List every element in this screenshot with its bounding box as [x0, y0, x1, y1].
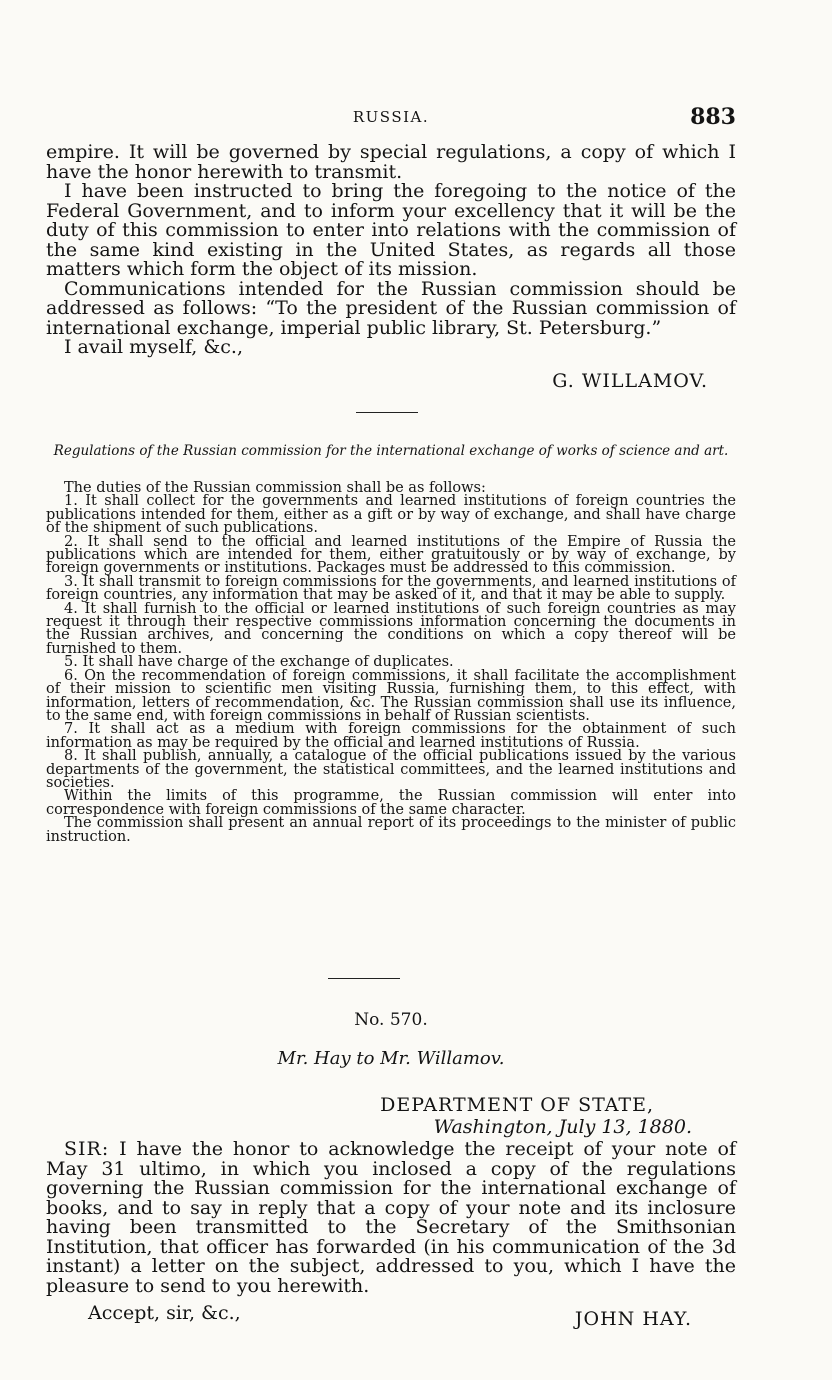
paragraph: empire. It will be governed by special regulations, a copy of which I have the honor herewith to transmit.	[46, 141, 736, 183]
regulations-closing: Within the limits of this programme, the Russian commission will enter into correspondence with foreign commissions of the same character.	[46, 788, 736, 818]
dateline: Washington, July 13, 1880.	[433, 1116, 692, 1138]
paragraph: I avail myself, &c.,	[64, 336, 244, 358]
regulation-item: 5. It shall have charge of the exchange of duplicates.	[64, 654, 454, 671]
paragraph: I have been instructed to bring the foregoing to the notice of the Federal Government, and to inform your excellency that it will be the duty of this commission to enter into relations with the commission of the same kind existing in the United States, as regards all those matters which form the object of its mission.	[46, 180, 736, 280]
regulation-item: 7. It shall act as a medium with foreign commissions for the obtainment of such information as may be required by the official and learned institutions of Russia.	[46, 721, 736, 751]
signature: JOHN HAY.	[574, 1308, 692, 1330]
document-heading: Mr. Hay to Mr. Willamov.	[277, 1048, 505, 1069]
running-head-title: RUSSIA.	[352, 108, 430, 126]
regulation-item: 3. It shall transmit to foreign commissions for the governments, and learned institutions of foreign countries, any information that may be asked of it, and that it may be able to supply.	[46, 573, 736, 604]
page-number: 883	[690, 104, 736, 130]
regulation-item: 8. It shall publish, annually, a catalogue of the official publications issued by the various departments of the government, the statistical committees, and the learned institutions and societies.	[46, 748, 736, 791]
regulation-item: 4. It shall furnish to the official or learned institutions of such foreign countries as may request it through their respective commissions information concerning the documents in the Russian archives, and concerning the conditions on which a copy thereof will be furnished to them.	[46, 600, 736, 657]
department-line: DEPARTMENT OF STATE,	[380, 1094, 654, 1116]
letter-paragraph	[46, 1140, 736, 1296]
letter-continuation	[46, 143, 736, 391]
signature: G. WILLAMOV.	[552, 369, 708, 392]
section-divider	[356, 412, 418, 413]
regulation-item: 1. It shall collect for the governments and learned institutions of foreign countries the publications intended for them, either as a gift or by way of exchange, and shall have charge of the shipment of such publications.	[46, 493, 736, 537]
regulations-body	[46, 482, 736, 844]
letter-text: I have the honor to acknowledge the receipt of your note of May 31 ultimo, in which you inclosed a copy of the regulations governing the Russian commission for the international exchange of books, and to say in reply that a copy of your note and its inclosure having been transmitted to the Secretary of the Smithsonian Institution, that officer has forwarded (in his communication of the 3d instant) a letter on the subject, addressed to you, which I have the pleasure to send to you herewith.	[46, 1138, 736, 1297]
regulations-title: Regulations of the Russian commission for the international exchange of works of science and art.	[53, 443, 729, 459]
section-divider	[328, 978, 400, 979]
book-page	[46, 0, 736, 1380]
paragraph: Communications intended for the Russian commission should be addressed as follows: “To the president of the Russian commission of international exchange, imperial public library, St. Petersburg.”	[46, 277, 736, 339]
salutation: SIR:	[64, 1138, 110, 1160]
regulation-item: 6. On the recommendation of foreign commissions, it shall facilitate the accomplishment of their mission to scientific men visiting Russia, furnishing them, to this effect, with information, letters of recommendation, &c. The Russian commission shall use its influence, to the same end, with foreign commissions in behalf of Russian scientists.	[46, 667, 736, 724]
letter-body	[46, 1140, 736, 1296]
regulations-closing: The commission shall present an annual report of its proceedings to the minister of public instruction.	[46, 815, 736, 845]
running-head	[46, 104, 736, 134]
regulations-intro: The duties of the Russian commission shall be as follows:	[64, 480, 486, 496]
complimentary-close: Accept, sir, &c.,	[88, 1302, 241, 1324]
regulation-item: 2. It shall send to the official and learned institutions of the Empire of Russia the publications which are intended for them, either gratuitously or by way of exchange, by foreign governments or institutions. Packages must be addressed to this commission.	[46, 533, 736, 577]
document-number: No. 570.	[354, 1010, 428, 1030]
closing-row	[46, 1302, 736, 1328]
